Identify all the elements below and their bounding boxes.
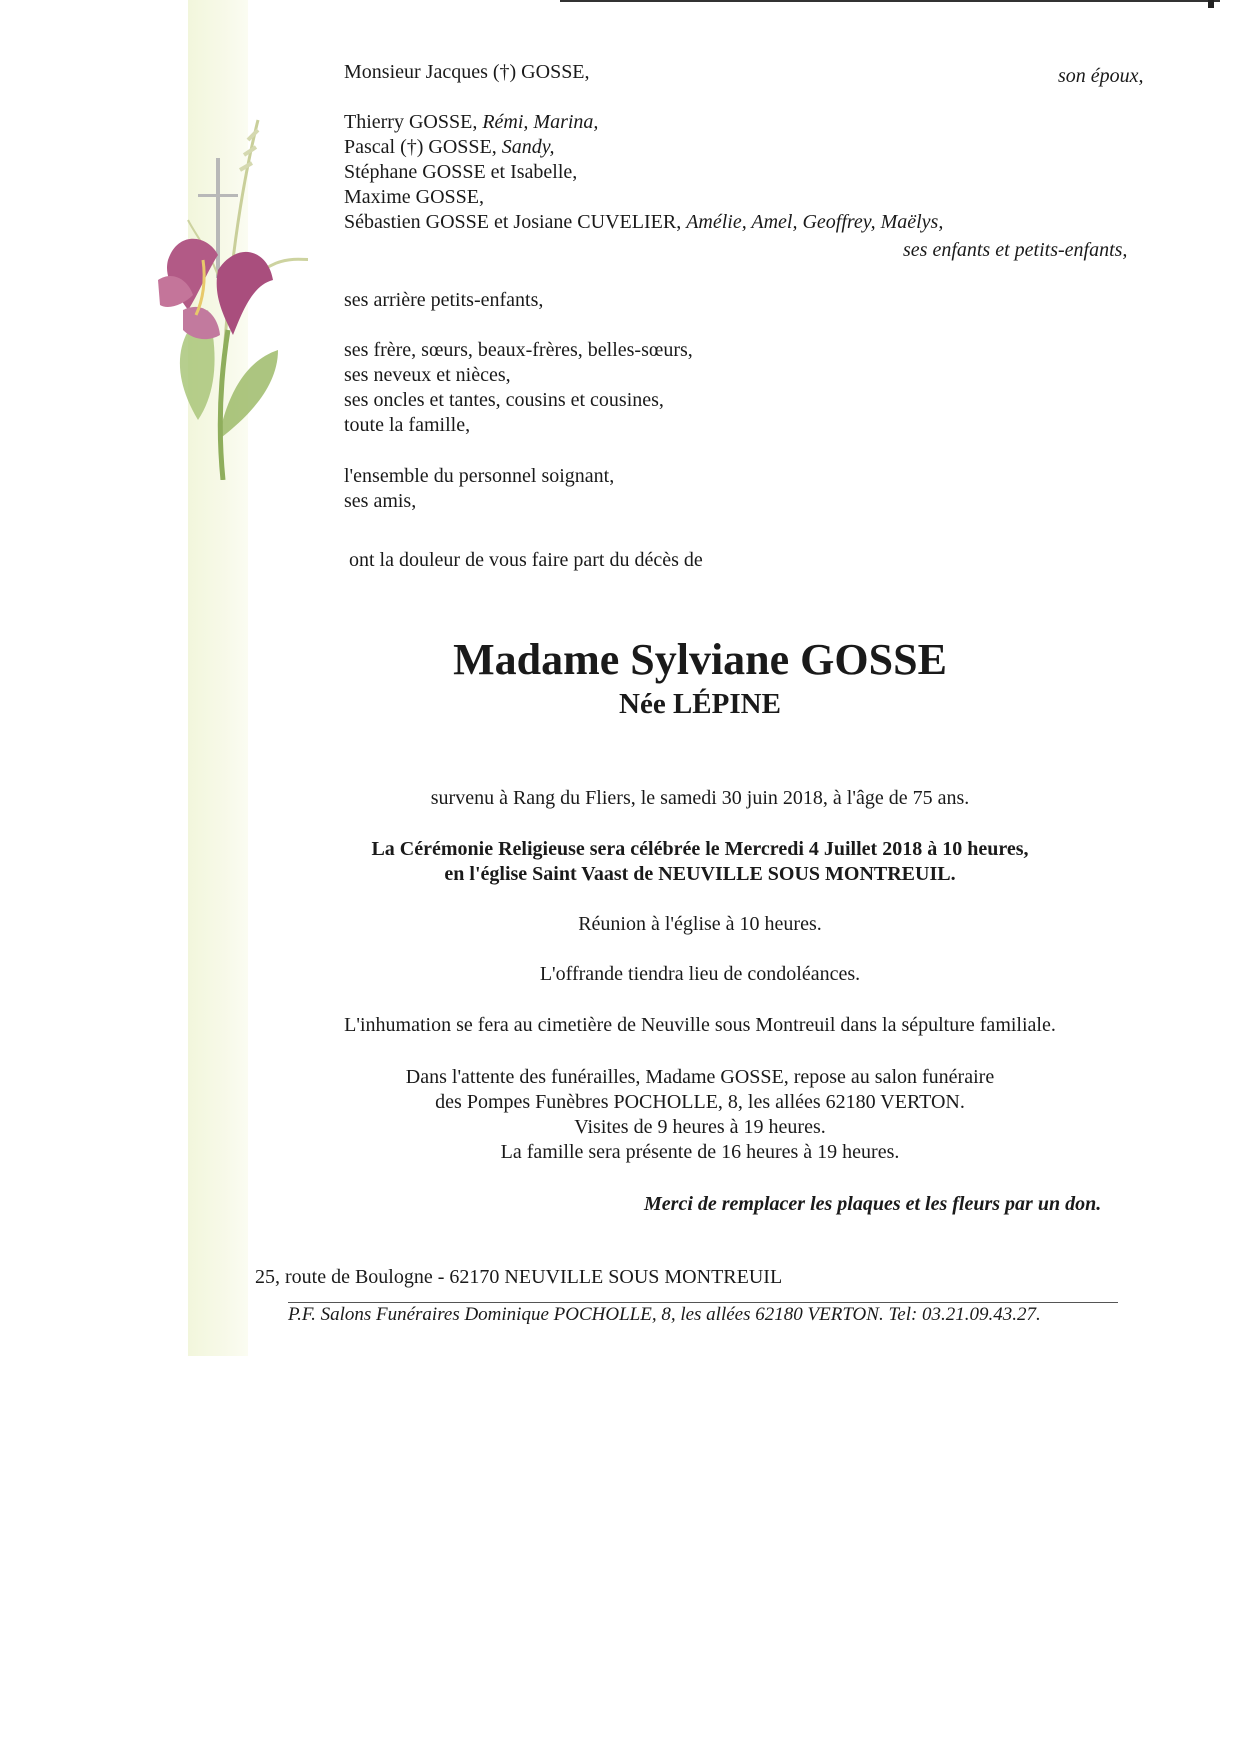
maiden-name: Née LÉPINE	[619, 688, 781, 720]
family-presence-line: La famille sera présente de 16 heures à 19 heures.	[500, 1141, 900, 1163]
offering-line: L'offrande tiendra lieu de condoléances.	[539, 963, 861, 985]
child-line	[344, 110, 598, 134]
burial-line: L'inhumation se fera au cimetière de Neuville sous Montreuil dans la sépulture familiale.	[344, 1014, 1056, 1036]
great-grandchildren-line: ses arrière petits-enfants,	[344, 289, 544, 311]
child-name: Pascal (†) GOSSE,	[344, 136, 502, 158]
children-role: ses enfants et petits-enfants,	[903, 239, 1128, 261]
funeral-home-line: P.F. Salons Funéraires Dominique POCHOLLE, 8, les allées 62180 VERTON. Tel: 03.21.09.43.27.	[288, 1304, 1041, 1325]
scan-edge-line	[560, 0, 1220, 2]
announcement: ont la douleur de vous faire part du décès de	[349, 549, 703, 571]
grandchildren: Sandy,	[501, 136, 555, 158]
others-line: ses amis,	[344, 490, 417, 512]
child-line	[344, 185, 484, 209]
ceremony-line: La Cérémonie Religieuse sera célébrée le Mercredi 4 Juillet 2018 à 10 heures,	[371, 838, 1029, 860]
relatives-line: ses frère, sœurs, beaux-frères, belles-sœurs,	[344, 339, 693, 361]
rest-line: des Pompes Funèbres POCHOLLE, 8, les allées 62180 VERTON.	[435, 1091, 965, 1113]
meeting-line: Réunion à l'église à 10 heures.	[578, 913, 822, 935]
footer-rule	[288, 1302, 1118, 1303]
child-name: Maxime GOSSE,	[344, 186, 484, 208]
child-name: Thierry GOSSE,	[344, 111, 483, 133]
rest-line: Dans l'attente des funérailles, Madame GOSSE, repose au salon funéraire	[405, 1066, 995, 1088]
grandchildren: Rémi, Marina,	[482, 111, 599, 133]
husband-role: son époux,	[1058, 65, 1144, 87]
relatives-line: toute la famille,	[344, 414, 471, 436]
others-line: l'ensemble du personnel soignant,	[344, 465, 615, 487]
scan-edge-mark	[1208, 0, 1214, 8]
relatives-line: ses oncles et tantes, cousins et cousines,	[344, 389, 664, 411]
calla-lily-cross-icon	[148, 110, 308, 480]
child-name: Stéphane GOSSE et Isabelle,	[344, 161, 578, 183]
child-name: Sébastien GOSSE et Josiane CUVELIER,	[344, 211, 687, 233]
child-line	[344, 160, 577, 184]
death-details: survenu à Rang du Fliers, le samedi 30 juin 2018, à l'âge de 75 ans.	[430, 787, 970, 809]
deceased-name: Madame Sylviane GOSSE	[453, 635, 947, 684]
relatives-line: ses neveux et nièces,	[344, 364, 511, 386]
donation-request: Merci de remplacer les plaques et les fleurs par un don.	[644, 1193, 1102, 1215]
child-line	[344, 135, 555, 159]
ceremony-location: en l'église Saint Vaast de NEUVILLE SOUS MONTREUIL.	[444, 863, 956, 885]
child-line	[344, 210, 943, 234]
address-line: 25, route de Boulogne - 62170 NEUVILLE SOUS MONTREUIL	[255, 1266, 783, 1288]
grandchildren: Amélie, Amel, Geoffrey, Maëlys,	[686, 211, 944, 233]
visits-line: Visites de 9 heures à 19 heures.	[574, 1116, 826, 1138]
husband-line: Monsieur Jacques (†) GOSSE,	[344, 61, 590, 83]
